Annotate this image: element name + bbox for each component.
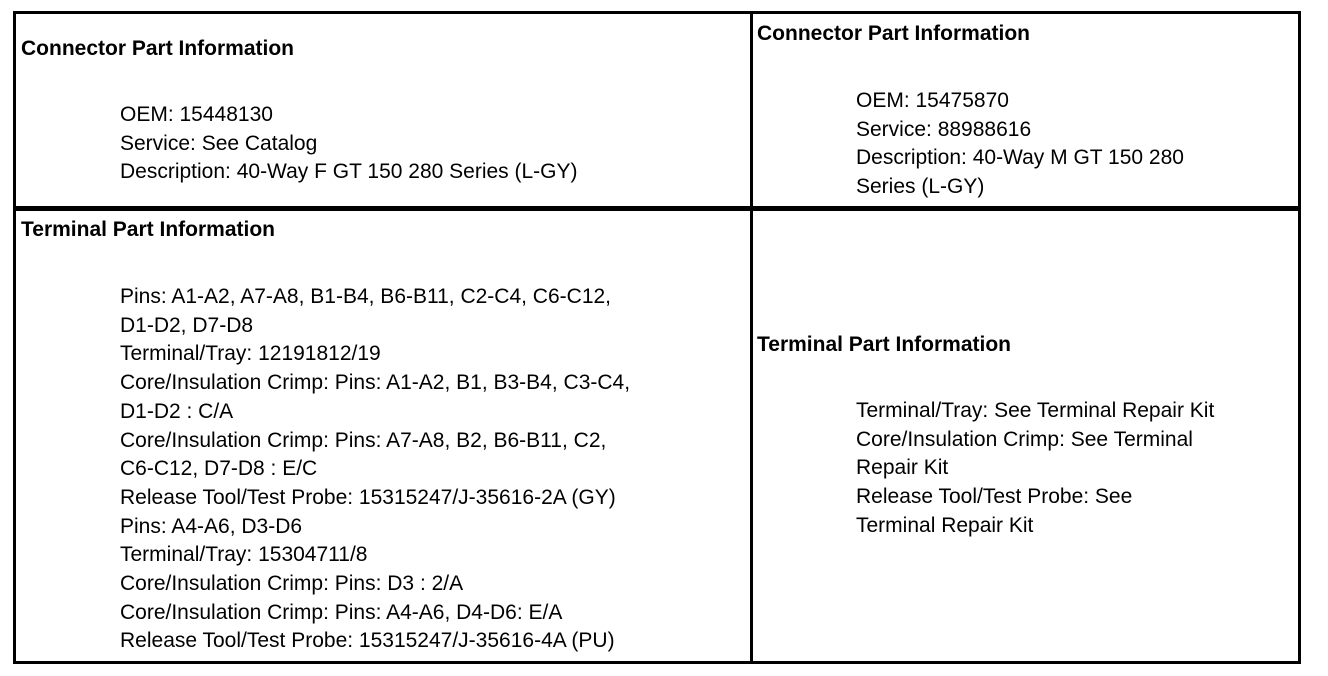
detail-line: Pins: A4-A6, D3-D6 <box>120 514 303 538</box>
detail-line: Core/Insulation Crimp: Pins: A1-A2, B1, B3-B4, C3-C4, <box>120 371 631 395</box>
left-terminal-heading: Terminal Part Information <box>21 218 275 241</box>
detail-line: C6-C12, D7-D8 : E/C <box>120 457 318 481</box>
detail-line: Terminal/Tray: See Terminal Repair Kit <box>856 399 1215 422</box>
detail-line: Description: 40-Way M GT 150 280 <box>856 146 1184 170</box>
left-connector-details <box>120 101 578 187</box>
detail-line: Description: 40-Way F GT 150 280 Series (L-GY) <box>120 160 578 184</box>
detail-line: Release Tool/Test Probe: 15315247/J-35616-2A (GY) <box>120 485 616 509</box>
detail-line: Repair Kit <box>856 456 949 480</box>
right-connector-cell <box>753 14 1298 206</box>
left-connector-heading: Connector Part Information <box>21 37 295 60</box>
right-terminal-cell <box>753 211 1298 661</box>
detail-line: Core/Insulation Crimp: Pins: A4-A6, D4-D6: E/A <box>120 600 563 624</box>
left-terminal-details <box>120 283 630 656</box>
detail-line: OEM: 15448130 <box>120 103 273 126</box>
detail-line: Pins: A1-A2, A7-A8, B1-B4, B6-B11, C2-C4, C6-C12, <box>120 285 612 308</box>
detail-line: Terminal/Tray: 15304711/8 <box>120 543 368 567</box>
left-connector-cell <box>16 14 750 206</box>
right-terminal-heading: Terminal Part Information <box>757 333 1011 356</box>
detail-line: Series (L-GY) <box>856 175 985 199</box>
left-terminal-cell <box>16 211 750 661</box>
right-terminal-details <box>856 397 1214 541</box>
detail-line: D1-D2, D7-D8 <box>120 313 254 337</box>
detail-line: Service: 88988616 <box>856 117 1032 141</box>
detail-line: Terminal/Tray: 12191812/19 <box>120 342 381 366</box>
detail-line: Release Tool/Test Probe: 15315247/J-35616-4A (PU) <box>120 629 615 653</box>
detail-line: Core/Insulation Crimp: Pins: A7-A8, B2, B6-B11, C2, <box>120 428 607 452</box>
detail-line: Service: See Catalog <box>120 131 318 155</box>
detail-line: Core/Insulation Crimp: See Terminal <box>856 427 1193 451</box>
connector-info-table <box>13 11 1301 664</box>
detail-line: Core/Insulation Crimp: Pins: D3 : 2/A <box>120 572 464 596</box>
detail-line: D1-D2 : C/A <box>120 399 234 423</box>
right-connector-heading: Connector Part Information <box>757 22 1031 45</box>
detail-line: OEM: 15475870 <box>856 89 1009 112</box>
detail-line: Terminal Repair Kit <box>856 513 1034 537</box>
right-connector-details <box>856 87 1184 202</box>
detail-line: Release Tool/Test Probe: See <box>856 485 1133 509</box>
